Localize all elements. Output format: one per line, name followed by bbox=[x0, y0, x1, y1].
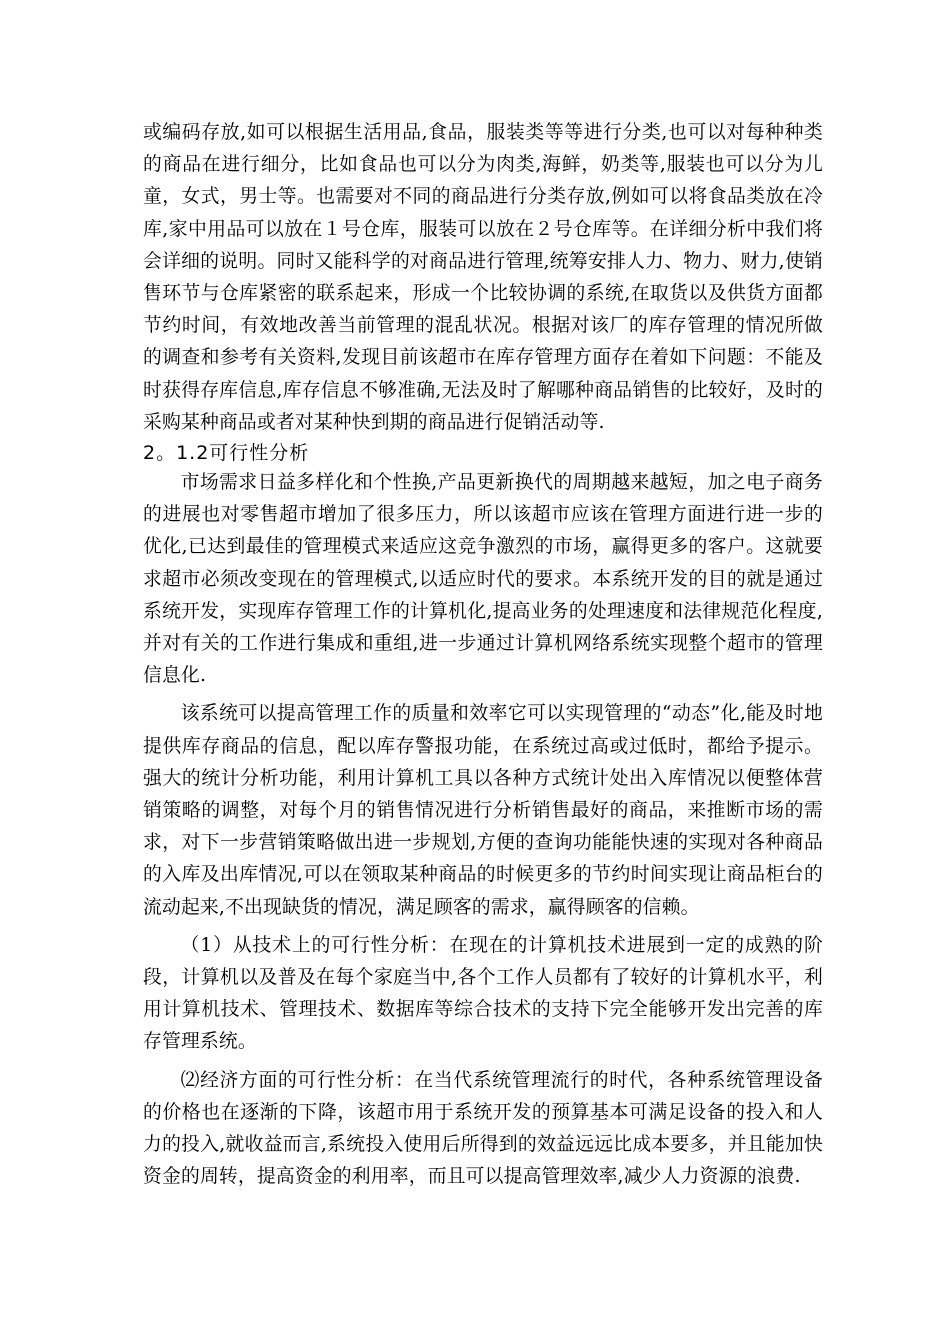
paragraph-system-benefits: 该系统可以提高管理工作的质量和效率它可以实现管理的“动态”化,能及时地提供库存商品的信息，配以库存警报功能，在系统过高或过低时，都给予提示。强大的统计分析功能，利用计算机工具以各种方式统计处出入库情况以便整体营销策略的调整，对每个月的销售情况进行分析销售最好的商品，来推断市场的需求，对下一步营销策略做出进一步规划,方便的查询功能能快速的实现对各种商品的入库及出库情况,可以在领取某种商品的时候更多的节约时间实现让商品柜台的流动起来,不出现缺货的情况，满足顾客的需求，赢得顾客的信赖。 bbox=[143, 703, 823, 918]
paragraph-economic-feasibility: ⑵经济方面的可行性分析：在当代系统管理流行的时代，各种系统管理设备的价格也在逐渐的下降，该超市用于系统开发的预算基本可满足设备的投入和人力的投入,就收益而言,系统投入使用后所得到的效益远远比成本要多，并且能加快资金的周转，提高资金的利用率，而且可以提高管理效率,减少人力资源的浪费. bbox=[143, 1069, 823, 1188]
paragraph-technical-feasibility: （1）从技术上的可行性分析：在现在的计算机技术进展到一定的成熟的阶段，计算机以及普及在每个家庭当中,各个工作人员都有了较好的计算机水平，利用计算机技术、管理技术、数据库等综合技术的支持下完全能够开发出完善的库存管理系统。 bbox=[143, 934, 823, 1053]
section-heading: 2。1.2可行性分析 bbox=[143, 442, 310, 465]
paragraph-market-demand: 市场需求日益多样化和个性换,产品更新换代的周期越来越短，加之电子商务的进展也对零售超市增加了很多压力，所以该超市应该在管理方面进行进一步的优化,已达到最佳的管理模式来适应这竞争激烈的市场，赢得更多的客户。这就要求超市必须改变现在的管理模式,以适应时代的要求。本系统开发的目的就是通过系统开发，实现库存管理工作的计算机化,提高业务的处理速度和法律规范化程度,并对有关的工作进行集成和重组,进一步通过计算机网络系统实现整个超市的管理信息化. bbox=[143, 472, 823, 687]
document-body bbox=[143, 117, 823, 1194]
paragraph-continuation: 或编码存放,如可以根据生活用品,食品，服装类等等进行分类,也可以对每种种类的商品在进行细分，比如食品也可以分为肉类,海鲜，奶类等,服装也可以分为儿童，女式，男士等。也需要对不同的商品进行分类存放,例如可以将食品类放在冷库,家中用品可以放在１号仓库，服装可以放在２号仓库等。在详细分析中我们将会详细的说明。同时又能科学的对商品进行管理,统筹安排人力、物力、财力,使销售环节与仓库紧密的联系起来，形成一个比较协调的系统,在取货以及供货方面都节约时间，有效地改善当前管理的混乱状况。根据对该厂的库存管理的情况所做的调查和参考有关资料,发现目前该超市在库存管理方面存在着如下问题：不能及时获得存库信息,库存信息不够准确,无法及时了解哪种商品销售的比较好，及时的采购某种商品或者对某种快到期的商品进行促销活动等. bbox=[143, 122, 823, 433]
